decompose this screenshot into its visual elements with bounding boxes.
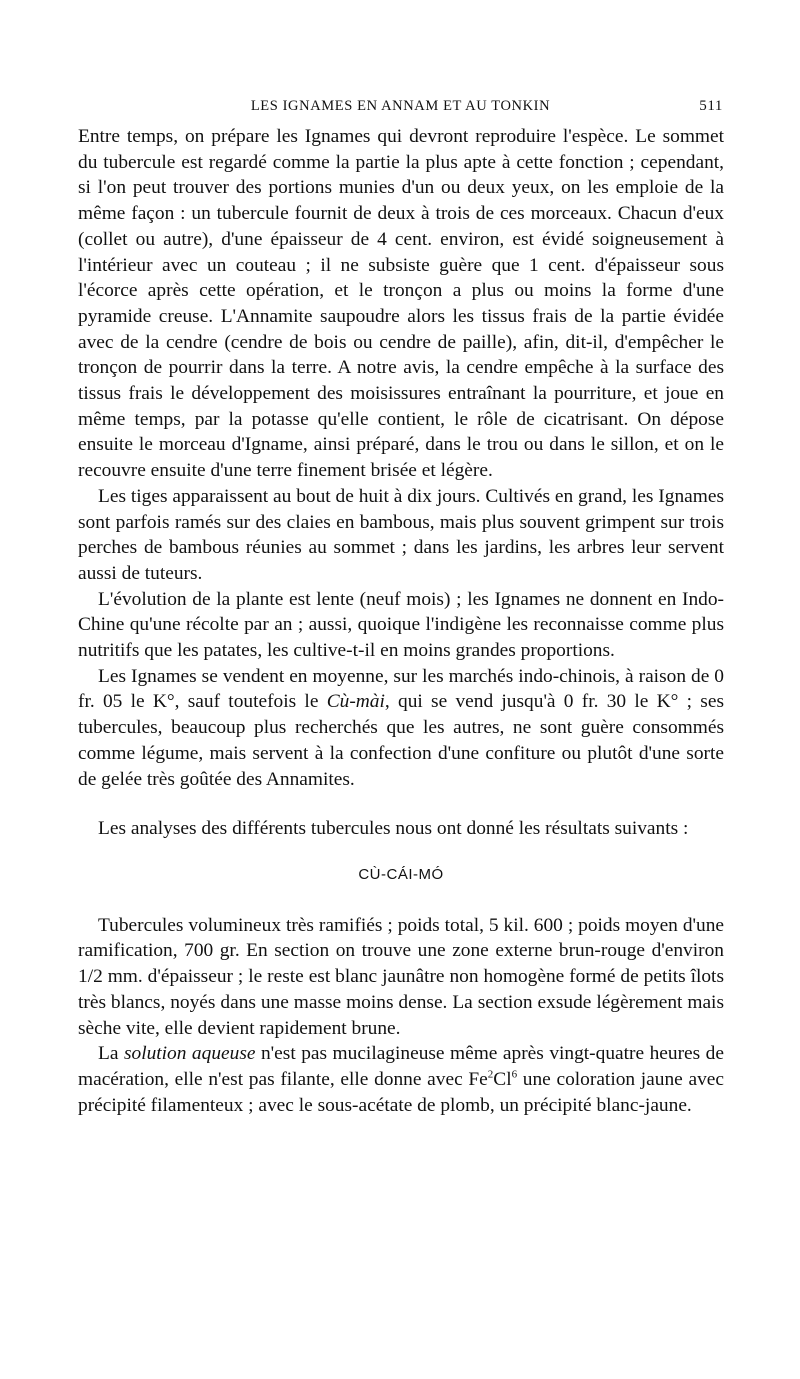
body-text bbox=[78, 124, 724, 1118]
chlorine-subscript: 6 bbox=[511, 1068, 518, 1081]
solution-text-a: La bbox=[98, 1043, 124, 1065]
paragraph-aqueous-solution bbox=[78, 1041, 724, 1118]
iron-subscript: 2 bbox=[487, 1068, 494, 1081]
prices-text-a: Les Ignames se vendent en moyenne, sur les marchés indo-chinois, à raison de 0 fr. 05 le K°, sauf toutefois le bbox=[78, 665, 724, 713]
paragraph-tubers: Tubercules volumineux très ramifiés ; poids total, 5 kil. 600 ; poids moyen d'une ramification, 700 gr. En section on trouve une zone externe brun-rouge d'environ 1/2 mm. d'épaisseur ; le reste est blanc jaunâtre non homogène formé de petits îlots très blancs, noyés dans une masse moins dense. La section exsude légèrement mais sèche vite, elle devient rapidement brune. bbox=[78, 914, 724, 1039]
paragraph-propagation: Entre temps, on prépare les Ignames qui devront reproduire l'espèce. Le sommet du tubercule est regardé comme la partie la plus apte à cette fonction ; cependant, si l'on peut trouver des portions munies d'un ou deux yeux, on les emploie de la même façon : un tubercule fournit de deux à trois de ces morceaux. Chacun d'eux (collet ou autre), d'une épaisseur de 4 cent. environ, est évidé soigneusement à l'intérieur avec un couteau ; il ne subsiste guère que 1 cent. d'épaisseur sous l'écorce après cette opération, et le tronçon a plus ou moins la forme d'une pyramide creuse. L'Annamite saupoudre alors les tissus frais de la partie évidée avec de la cendre (cendre de bois ou cendre de paille), afin, dit-il, d'empêcher le tronçon de pourrir dans la terre. A notre avis, la cendre empêche à la surface des tissus frais le développement des moisissures entraînant la pourriture, et joue en même temps, par la potasse qu'elle contient, le rôle de cicatrisant. On dépose ensuite le morceau d'Igname, ainsi préparé, dans le trou ou dans le sillon, et on le recouvre ensuite d'une terre finement brisée et légère. bbox=[78, 126, 724, 482]
solution-text-d: une coloration jaune avec précipité filamenteux ; avec le sous-acétate de plomb, un précipité blanc-jaune. bbox=[78, 1068, 724, 1116]
solution-text-b: n'est pas mucilagineuse même après vingt-quatre heures de macération, elle n'est pas filante, elle donne avec Fe bbox=[78, 1043, 724, 1090]
paragraph-analyses-intro: Les analyses des différents tubercules nous ont donné les résultats suivants : bbox=[98, 818, 689, 840]
section-gap bbox=[78, 792, 724, 816]
solution-aqueuse-term: solution aqueuse bbox=[123, 1043, 256, 1065]
cu-mai-term: Cù-mài bbox=[326, 691, 385, 713]
solution-text-c: Cl bbox=[493, 1068, 512, 1090]
page-number: 511 bbox=[699, 98, 723, 114]
paragraph-prices bbox=[78, 664, 724, 793]
paragraph-evolution: L'évolution de la plante est lente (neuf mois) ; les Ignames ne donnent en Indo-Chine qu'une récolte par an ; aussi, quoique l'indigène les reconnaisse comme plus nutritifs que les patates, les cultive-t-il en moins grandes proportions. bbox=[78, 588, 724, 662]
prices-text-b: , qui se vend jusqu'à 0 fr. 30 le K° ; ses tubercules, beaucoup plus recherchés que les autres, ne sont guère consommés comme légume, mais servent à la confection d'une confiture ou plutôt d'une sorte de gelée très goûtée des Annamites. bbox=[78, 691, 725, 790]
paragraph-stems: Les tiges apparaissent au bout de huit à dix jours. Cultivés en grand, les Ignames sont parfois ramés sur des claies en bambous, mais plus souvent grimpent sur trois perches de bambous réunies au sommet ; dans les jardins, les arbres leur servent aussi de tuteurs. bbox=[78, 485, 724, 584]
section-heading: CÙ-CÁI-MÓ bbox=[358, 865, 444, 883]
running-title: LES IGNAMES EN ANNAM ET AU TONKIN bbox=[250, 98, 551, 114]
running-header bbox=[78, 98, 723, 120]
